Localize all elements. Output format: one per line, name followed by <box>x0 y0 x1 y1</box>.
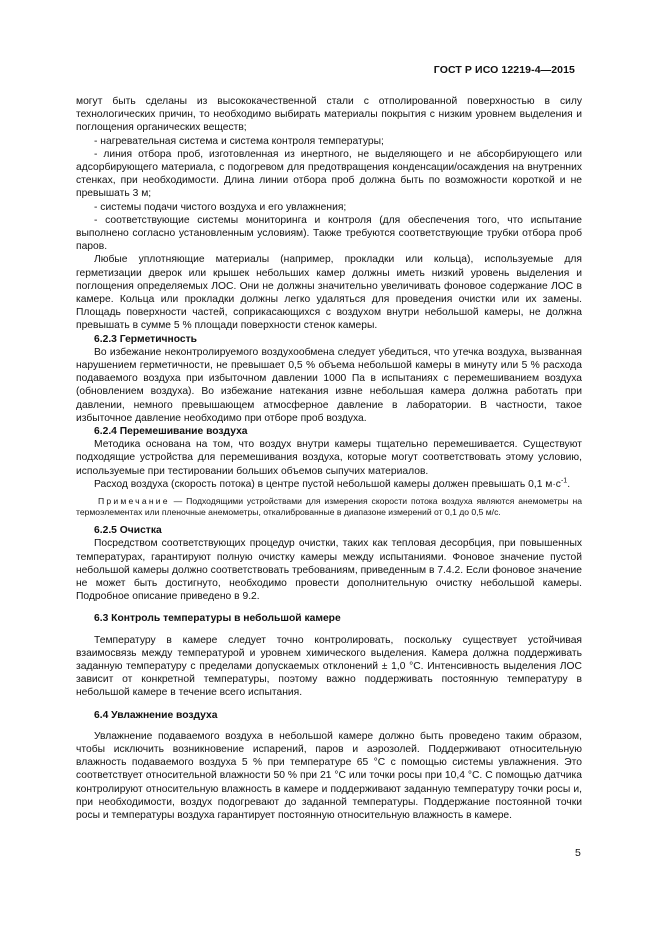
paragraph-6-2-4-b <box>76 478 582 491</box>
document-body <box>76 95 582 822</box>
list-item-heating: - нагревательная система и система контроля температуры; <box>94 135 384 147</box>
paragraph-seals: Любые уплотняющие материалы (например, прокладки или кольца), используемые для герметизации дверок или крышек небольших камер должны иметь низкий уровень выделения и поглощения определяемых ЛОС. Они не должны значительно увеличивать фоновое содержание ЛОС в камере. Кольца или прокладки должны легко удаляться для проведения очистки или их замены. Площадь поверхности частей, соприкасающихся с воздухом внутри небольшой камеры, не должна превышать в сумме 5 % площади поверхности стенок камеры. <box>76 254 582 332</box>
note-text: — Подходящими устройствами для измерения скорости потока воздуха являются анемометры на термоэлементах или пленочные анемометры, откалиброванные в диапазоне измерений от 0,1 до 0,5 м/с. <box>76 496 582 518</box>
heading-6-4: 6.4 Увлажнение воздуха <box>94 709 218 721</box>
heading-6-2-4: 6.2.4 Перемешивание воздуха <box>94 426 248 438</box>
heading-6-2-3: 6.2.3 Герметичность <box>94 333 197 345</box>
heading-6-2-5: 6.2.5 Очистка <box>94 525 162 537</box>
paragraph-6-2-5: Посредством соответствующих процедур очистки, таких как тепловая десорбция, при повышенных температурах, гарантируют полную очистку камеры между испытаниями. Фоновое значение пустой небольшой камеры должно соответствовать требованиям, приведенным в 7.4.2. Если фоновое значение не может быть достигнуто, необходимо провести дополнительную очистку небольшой камеры. Подробное описание приведено в 9.2. <box>76 538 582 603</box>
paragraph-6-3: Температуру в камере следует точно контролировать, поскольку существует устойчивая взаимосвязь между температурой и уровнем химического выделения. Камера должна поддерживать заданную температуру с пределами допускаемых отклонений ± 1,0 °С. Интенсивность выделения ЛОС зависит от конкретной температуры, поэтому важно поддерживать постоянную температуру в небольшой камере в течение всего испытания. <box>76 634 582 699</box>
heading-6-3: 6.3 Контроль температуры в небольшой камере <box>94 613 341 625</box>
page-number: 5 <box>575 847 581 859</box>
list-item-air-supply: - системы подачи чистого воздуха и его увлажнения; <box>94 201 347 213</box>
airflow-end: . <box>567 478 571 490</box>
list-item-sampling-line: - линия отбора проб, изготовленная из инертного, не выделяющего и не абсорбирующего или адсорбирующего материала, с подогревом для предотвращения конденсации/осаждения на внутренних стенках, при необходимости. Длина линии отбора проб должна быть по возможности короткой и не превышать 3 м; <box>76 148 582 200</box>
list-item-monitoring: - соответствующие системы мониторинга и контроля (для обеспечения того, что испытание выполнено согласно установленным условиям). Также требуются соответствующие трубки отбора проб паров. <box>76 214 582 253</box>
paragraph-6-2-3: Во избежание неконтролируемого воздухообмена следует убедиться, что утечка воздуха, вызванная нарушением герметичности, не превышает 0,5 % объема небольшой камеры в минуту или 5 % расхода подаваемого воздуха при избыточном давлении 1000 Па в испытаниях с перемешиванием воздуха (обновлением воздуха). Во избежание натекания извне небольшая камера должна работать при давлении, немного превышающем атмосферное давление в лаборатории. В частности, такое избыточное давление необходимо при отборе проб воздуха. <box>76 346 582 424</box>
paragraph-intro: могут быть сделаны из высококачественной стали с отполированной поверхностью в силу технологических причин, то необходимо выбирать материалы покрытия с низким уровнем выделения и поглощения органических веществ; <box>76 96 582 134</box>
page-header-standard-code: ГОСТ Р ИСО 12219-4—2015 <box>433 64 575 76</box>
note-label: Примечание <box>98 496 170 507</box>
paragraph-6-2-4-a: Методика основана на том, что воздух внутри камеры тщательно перемешивается. Существуют подходящие устройства для перемешивания воздуха, которые могут соответствовать этому условию, используемые при тестировании больших объемов сыпучих материалов. <box>76 439 582 477</box>
airflow-exponent: -1 <box>560 477 568 485</box>
note <box>76 496 582 518</box>
paragraph-6-4: Увлажнение подаваемого воздуха в небольшой камере должно быть проведено таким образом, чтобы исключить возникновение испарений, паров и аэрозолей. Поддерживают относительную влажность подаваемого воздуха 5 % при температуре 65 °С с помощью системы увлажнения. Это соответствует относительной влажности 50 % при 21 °С или точки росы при 10,4 °С. С помощью датчика контролируют относительную влажность в камере и поддерживают заданную температуру точки росы и, при необходимости, воздух подогревают до заданной температуры. Поддержание постоянной точки росы и температуры воздуха гарантирует постоянную относительную влажность в камере. <box>76 730 582 821</box>
airflow-text: Расход воздуха (скорость потока) в центре пустой небольшой камеры должен превышать 0,1 м·с <box>94 478 561 490</box>
